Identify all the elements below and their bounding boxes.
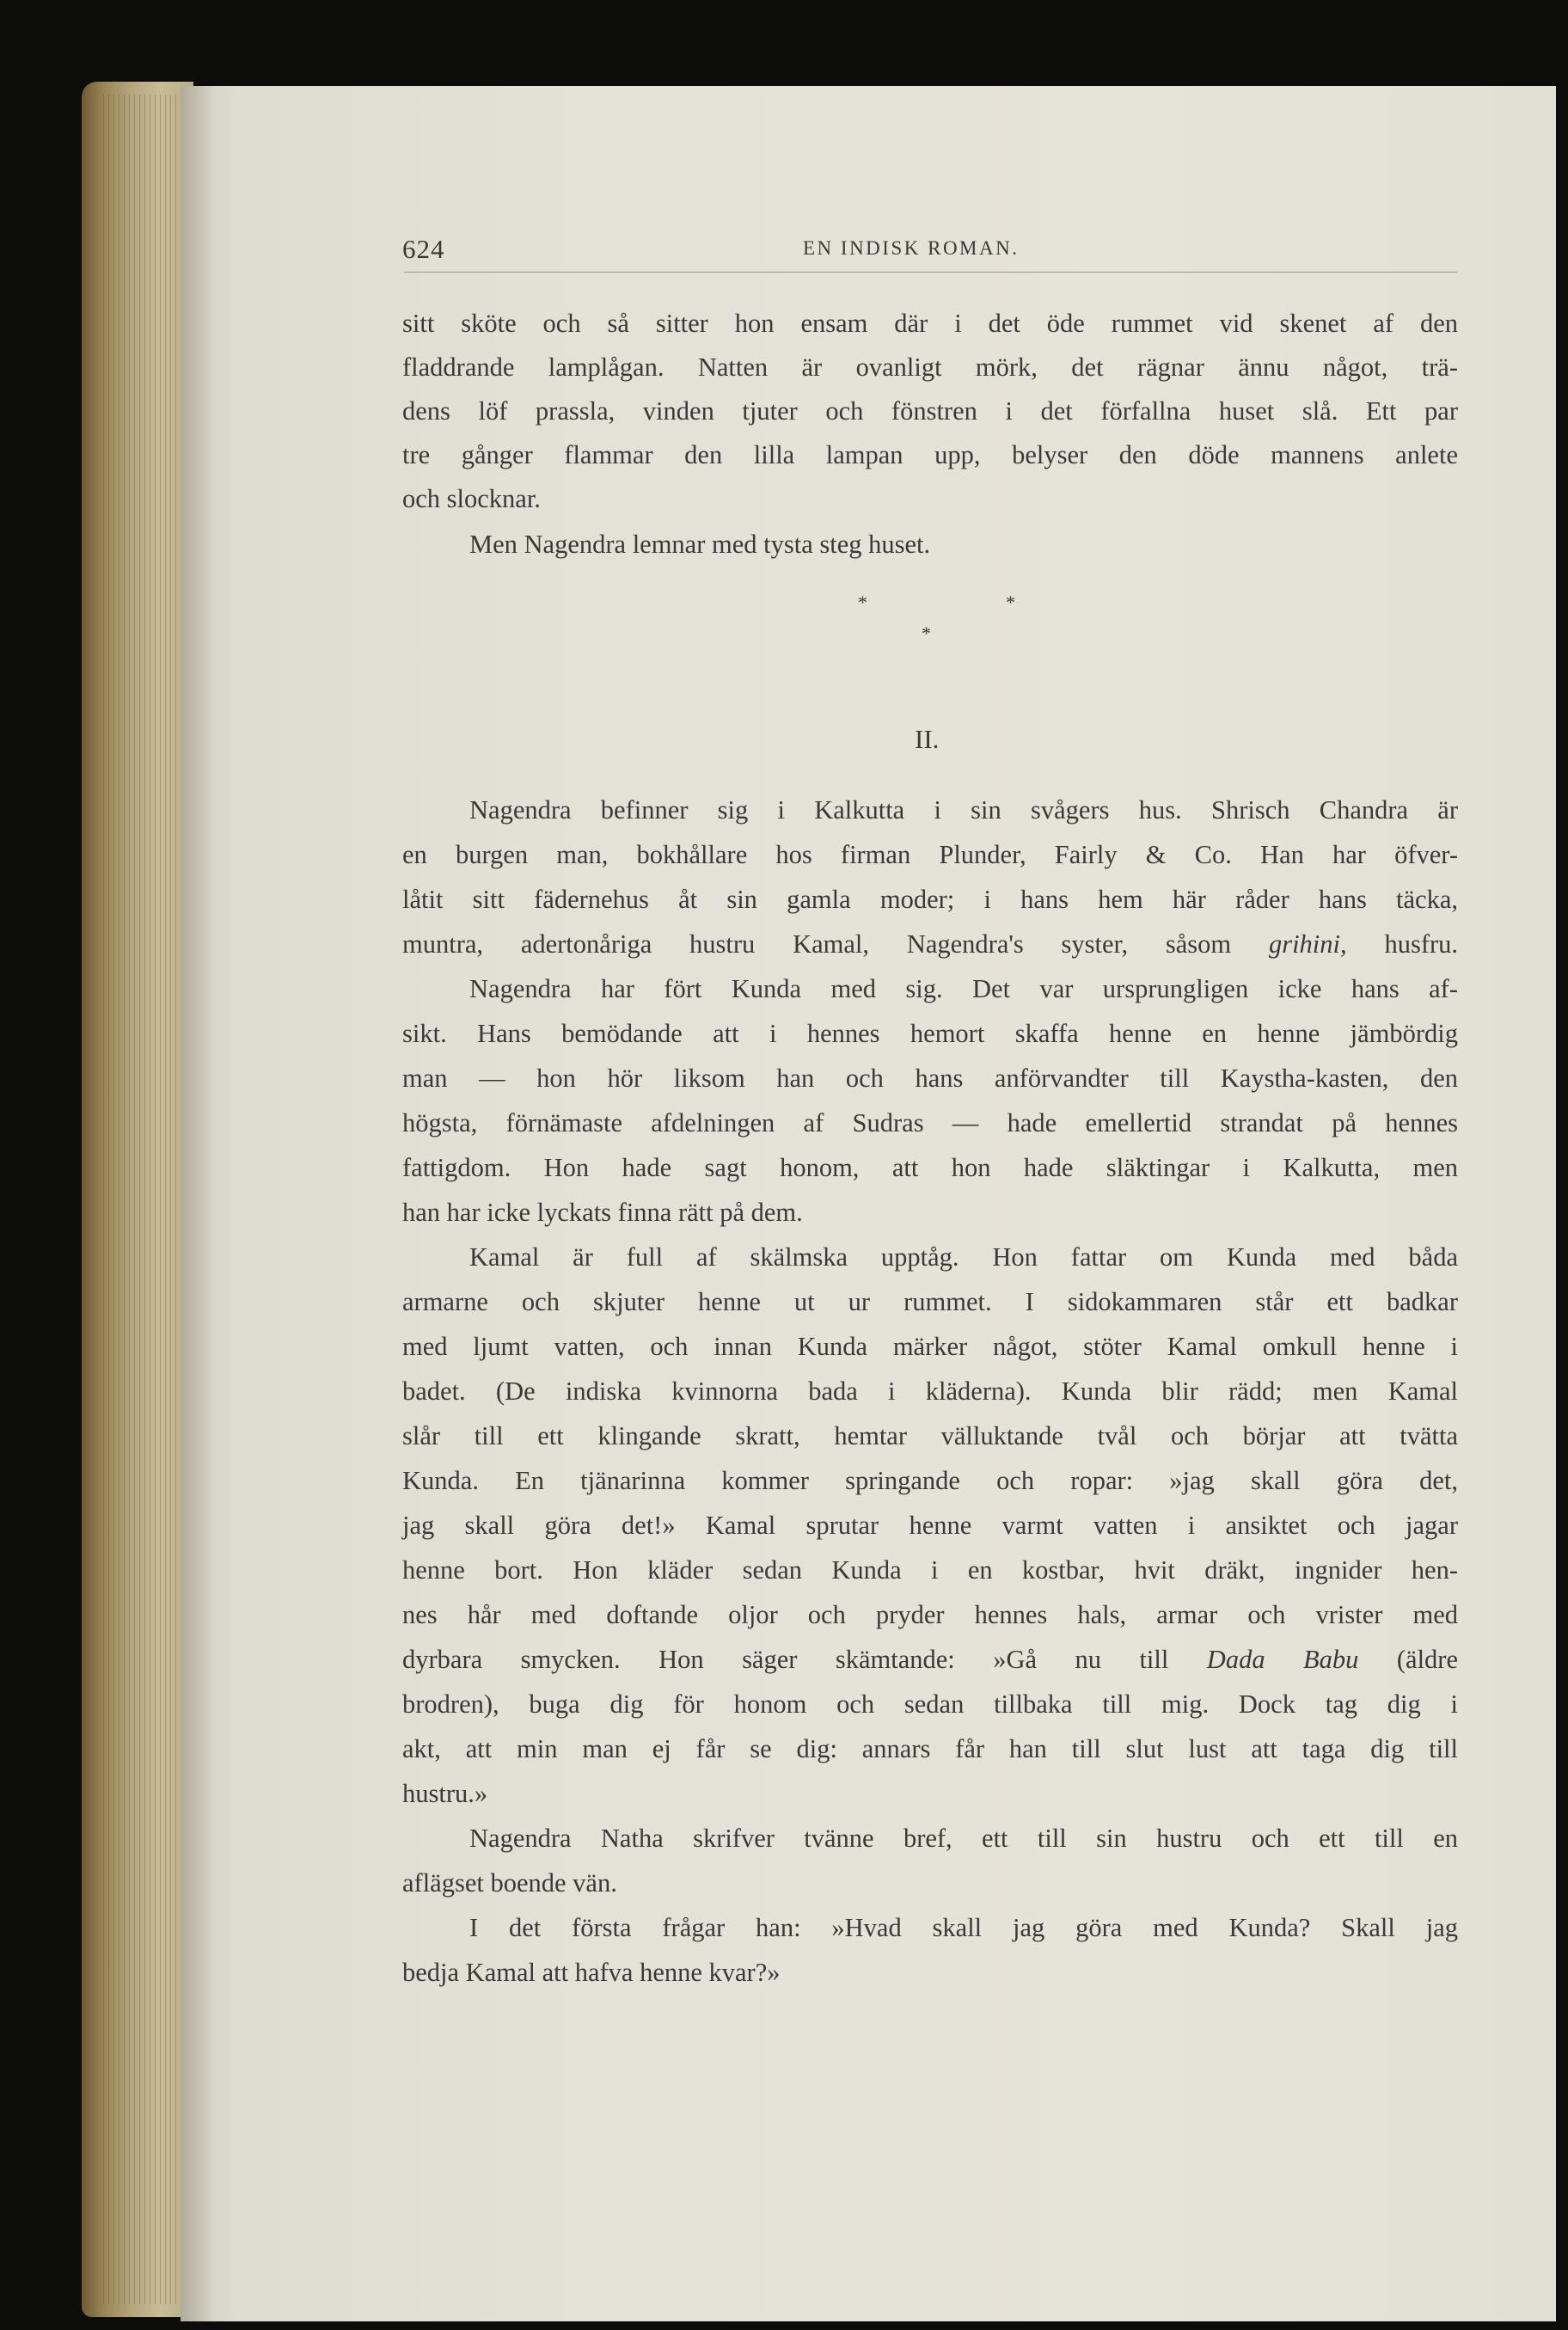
text-span: (äldre	[1396, 1645, 1458, 1674]
text-line: och slocknar.	[402, 484, 541, 513]
text-line: Nagendra har fört Kunda med sig. Det var ursprungligen icke hans af-	[469, 974, 1458, 1003]
italic-term: Dada Babu	[1206, 1645, 1359, 1674]
text-line: Kamal är full af skälmska upptåg. Hon fattar om Kunda med båda	[469, 1242, 1458, 1272]
text-line	[402, 1642, 1458, 1677]
text-line: slår till ett klingande skratt, hemtar välluktande tvål och börjar att tvätta	[402, 1421, 1458, 1450]
section-number: II.	[915, 724, 940, 754]
text-line: bedja Kamal att hafva henne kvar?»	[402, 1958, 781, 1987]
text-line: aflägset boende vän.	[402, 1868, 617, 1898]
text-line: en burgen man, bokhållare hos firman Plunder, Fairly & Co. Han har öfver-	[402, 840, 1458, 869]
running-title: EN INDISK ROMAN.	[803, 237, 1020, 259]
text-line: tre gånger flammar den lilla lampan upp, belyser den döde mannens anlete	[402, 440, 1458, 469]
text-line: sitt sköte och så sitter hon ensam där i det öde rummet vid skenet af den	[402, 309, 1458, 338]
text-line: Nagendra befinner sig i Kalkutta i sin svågers hus. Shrisch Chandra är	[469, 795, 1458, 825]
text-line: brodren), buga dig för honom och sedan tillbaka till mig. Dock tag dig i	[402, 1689, 1458, 1719]
text-line: dens löf prassla, vinden tjuter och fönstren i det förfallna huset slå. Ett par	[402, 396, 1458, 426]
page-number: 624	[402, 234, 445, 264]
text-line	[402, 927, 1458, 961]
text-line: hustru.»	[402, 1779, 488, 1808]
text-line: jag skall göra det!» Kamal sprutar henne varmt vatten i ansiktet och jagar	[402, 1511, 1458, 1540]
text-line: Men Nagendra lemnar med tysta steg huset.	[469, 530, 931, 559]
text-line: I det första frågar han: »Hvad skall jag göra med Kunda? Skall jag	[469, 1913, 1458, 1942]
text-line: nes hår med doftande oljor och pryder hennes hals, armar och vrister med	[402, 1600, 1458, 1629]
text-line: fattigdom. Hon hade sagt honom, att hon hade släktingar i Kalkutta, men	[402, 1153, 1458, 1182]
text-line: han har icke lyckats finna rätt på dem.	[402, 1198, 803, 1227]
header-rule	[404, 272, 1457, 273]
running-head	[402, 234, 1460, 272]
text-line: armarne och skjuter henne ut ur rummet. I sidokammaren står ett badkar	[402, 1287, 1458, 1316]
text-line: henne bort. Hon kläder sedan Kunda i en kostbar, hvit dräkt, ingnider hen-	[402, 1555, 1458, 1585]
text-line: med ljumt vatten, och innan Kunda märker något, stöter Kamal omkull henne i	[402, 1332, 1458, 1361]
asterism-star: *	[858, 592, 867, 613]
text-line: fladdrande lamplågan. Natten är ovanligt mörk, det rägnar ännu något, trä-	[402, 353, 1458, 382]
text-line: man — hon hör liksom han och hans anförvandter till Kaystha-kasten, den	[402, 1064, 1458, 1093]
text-line: sikt. Hans bemödande att i hennes hemort skaffa henne en henne jämbördig	[402, 1019, 1458, 1048]
text-span: muntra, adertonåriga hustru Kamal, Nagendra's syster, såsom	[402, 929, 1232, 959]
text-line: akt, att min man ej får se dig: annars får han till slut lust att taga dig till	[402, 1734, 1458, 1763]
text-line: Nagendra Natha skrifver tvänne bref, ett till sin hustru och ett till en	[469, 1824, 1458, 1853]
text-line: högsta, förnämaste afdelningen af Sudras — hade emellertid strandat på hennes	[402, 1108, 1458, 1137]
text-line: badet. (De indiska kvinnorna bada i kläderna). Kunda blir rädd; men Kamal	[402, 1377, 1458, 1406]
text-span: dyrbara smycken. Hon säger skämtande: »Gå nu till	[402, 1645, 1169, 1674]
italic-term: grihini,	[1268, 929, 1347, 959]
text-line: låtit sitt fädernehus åt sin gamla moder; i hans hem här råder hans täcka,	[402, 885, 1458, 914]
page-edge-lines	[103, 95, 185, 2304]
text-span: husfru.	[1384, 929, 1459, 959]
asterism-star: *	[922, 622, 931, 644]
asterism-star: *	[1006, 592, 1015, 613]
gutter-shadow	[181, 86, 215, 2321]
text-line: Kunda. En tjänarinna kommer springande och ropar: »jag skall göra det,	[402, 1466, 1458, 1495]
